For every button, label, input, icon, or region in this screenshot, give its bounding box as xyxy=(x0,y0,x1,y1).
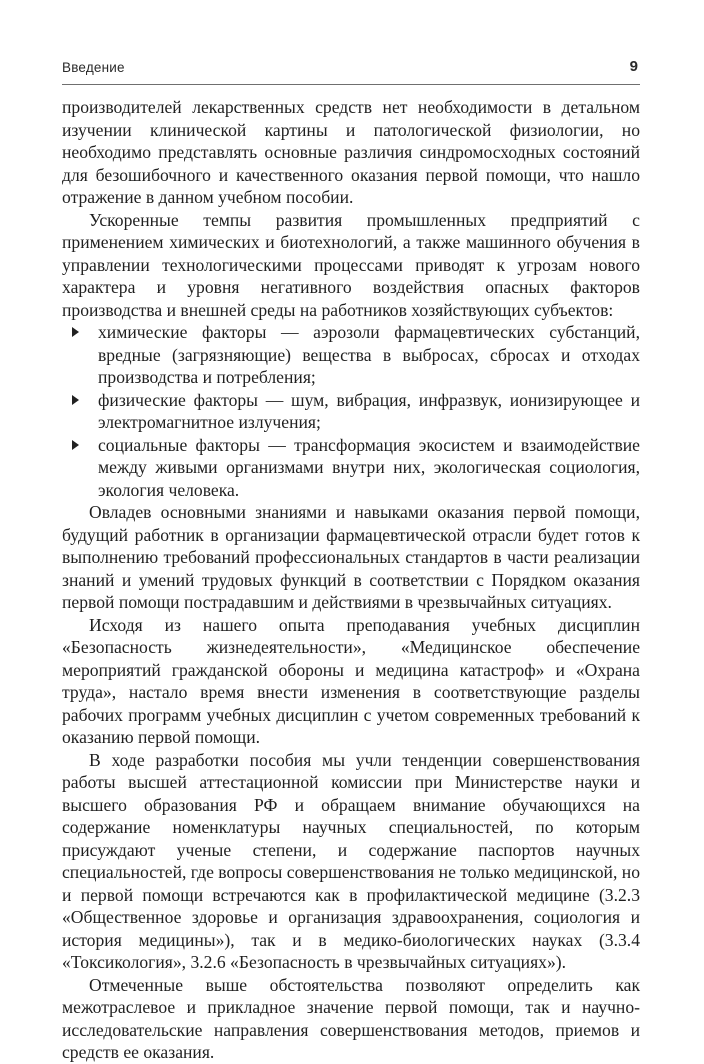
list-item-text: социальные факторы — трансформация экосистем и взаимодействие между живыми организмами внутри них, экологическая социология, экология человека. xyxy=(98,434,640,500)
section-title: Введение xyxy=(62,60,125,75)
list-item-physical xyxy=(98,389,640,434)
factors-list xyxy=(62,321,640,501)
list-item-text: химические факторы — аэрозоли фармацевтических субстанций, вредные (загрязняющие) вещества в выбросах, сбросах и отходах производства и потребления; xyxy=(98,322,640,387)
list-item-social xyxy=(98,434,640,502)
running-header xyxy=(62,58,640,85)
paragraph-development: В ходе разработки пособия мы учли тенденции совершенствования работы высшей аттестационной комиссии при Министерстве науки и высшего образования РФ и обращаем внимание обучающихся на содержание номенклатуры научных специальностей, по которым присуждают ученые степени, и содержание паспортов научных специальностей, где вопросы совершенствования не только медицинской, но и первой помощи встречаются как в профилактической медицине (3.2.3 «Общественное здоровье и организация здравоохранения, социология и история медицины»), так и в медико-биологических науках (3.3.4 «Токсикология», 3.2.6 «Безопасность в чрезвычайных ситуациях»). xyxy=(62,749,640,972)
list-item-chemical xyxy=(98,321,640,389)
triangle-bullet-icon xyxy=(72,440,79,450)
triangle-bullet-icon xyxy=(72,395,79,405)
triangle-bullet-icon xyxy=(72,327,79,337)
paragraph-skills: Овладев основными знаниями и навыками оказания первой помощи, будущий работник в организации фармацевтической отрасли будет готов к выполнению требований профессиональных стандартов в части реализации знаний и умений трудовых функций в соответствии с Порядком оказания первой помощи пострадавшим и действиями в чрезвычайных ситуациях. xyxy=(62,502,640,612)
paragraph-conclusion: Отмеченные выше обстоятельства позволяют определить как межотраслевое и прикладное значение первой помощи, так и научно-исследовательские направления совершенствования методов, приемов и средств ее оказания. xyxy=(62,974,640,1062)
list-item-text: физические факторы — шум, вибрация, инфразвук, ионизирующее и электромагнитное излучения; xyxy=(98,389,640,432)
paragraph-threats-intro: Ускоренные темпы развития промышленных предприятий с применением химических и биотехнологий, а также машинного обучения в управлении технологическими процессами приводят к угрозам нового характера и уровня негативного воздействия опасных факторов производства и внешней среды на работников хозяйствующих субъектов: xyxy=(62,209,640,320)
page-number: 9 xyxy=(629,58,638,75)
page-body xyxy=(62,96,640,1064)
paragraph-experience: Исходя из нашего опыта преподавания учебных дисциплин «Безопасность жизнедеятельности», «Медицинское обеспечение мероприятий гражданской обороны и медицина катастроф» и «Охрана труда», настало время внести изменения в соответствующие разделы рабочих программ учебных дисциплин с учетом современных требований к оказанию первой помощи. xyxy=(62,614,640,747)
paragraph-continuation: производителей лекарственных средств нет необходимости в детальном изучении клинической картины и патологической физиологии, но необходимо представлять основные различия синдромосходных состояний для безошибочного и качественного оказания первой помощи, что нашло отражение в данном учебном пособии. xyxy=(62,97,640,207)
